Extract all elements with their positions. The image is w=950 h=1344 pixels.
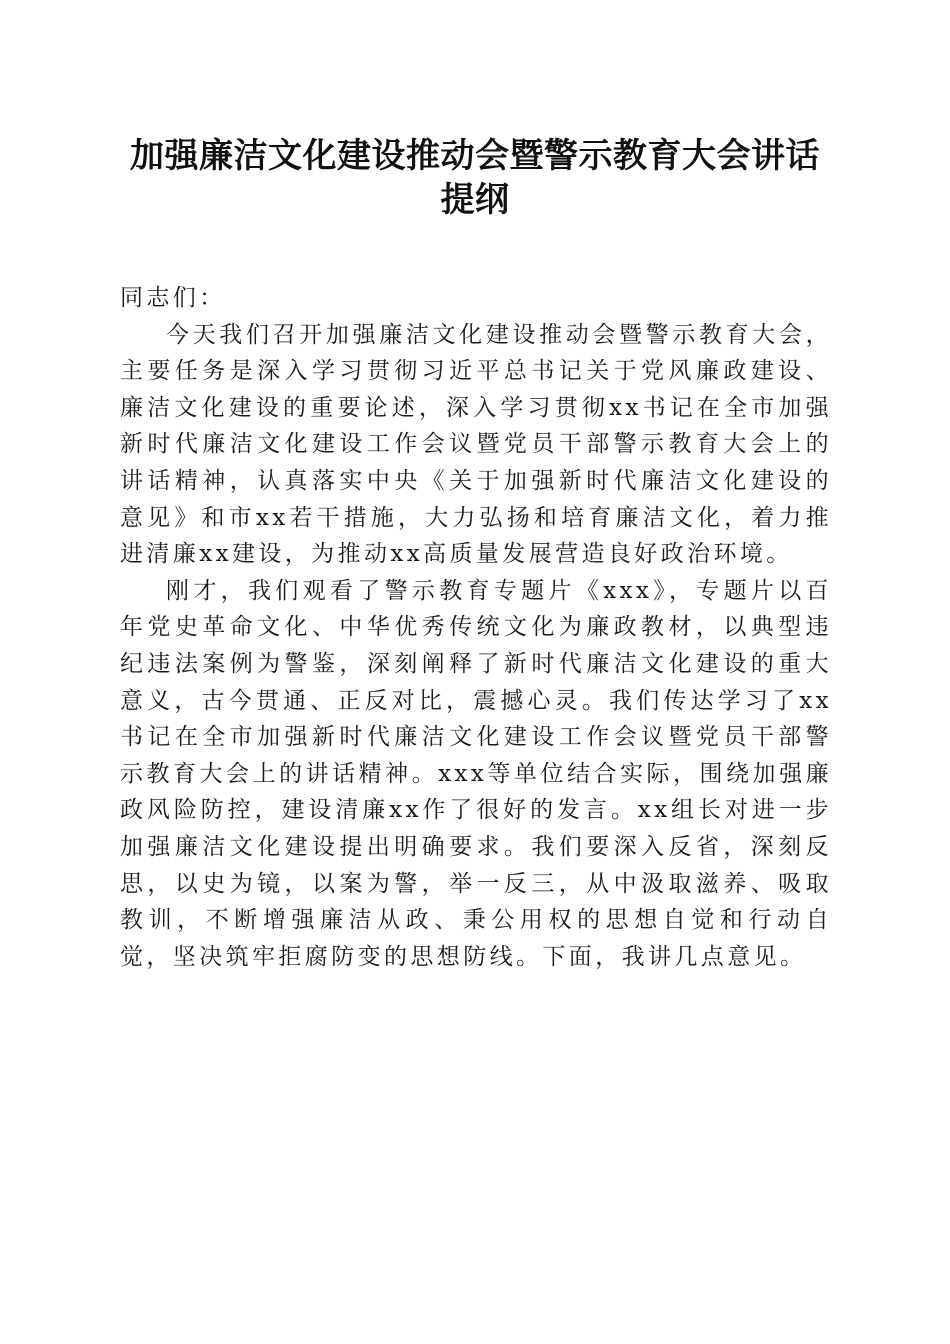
paragraph-opening: 今天我们召开加强廉洁文化建设推动会暨警示教育大会，主要任务是深入学习贯彻习近平总书记关于党风廉政建设、廉洁文化建设的重要论述，深入学习贯彻xx书记在全市加强新时代廉洁文化建设工作会议暨党员干部警示教育大会上的讲话精神，认真落实中央《关于加强新时代廉洁文化建设的意见》和市xx若干措施，大力弘扬和培育廉洁文化，着力推进清廉xx建设，为推动xx高质量发展营造良好政治环境。 (120, 321, 832, 568)
document-title-line-2: 提纲 (440, 180, 510, 220)
document-title (110, 134, 840, 222)
document-body (120, 280, 832, 975)
salutation: 同志们： (120, 285, 226, 311)
document-title-line-1: 加强廉洁文化建设推动会暨警示教育大会讲话 (130, 136, 820, 176)
paragraph-review: 刚才，我们观看了警示教育专题片《xxx》，专题片以百年党史革命文化、中华优秀传统文化为廉政教材，以典型违纪违法案例为警鉴，深刻阐释了新时代廉洁文化建设的重大意义，古今贯通、正反对比，震撼心灵。我们传达学习了xx书记在全市加强新时代廉洁文化建设工作会议暨党员干部警示教育大会上的讲话精神。xxx等单位结合实际，围绕加强廉政风险防控，建设清廉xx作了很好的发言。xx组长对进一步加强廉洁文化建设提出明确要求。我们要深入反省，深刻反思，以史为镜，以案为警，举一反三，从中汲取滋养、吸取教训，不断增强廉洁从政、秉公用权的思想自觉和行动自觉，坚决筑牢拒腐防变的思想防线。下面，我讲几点意见。 (120, 577, 832, 970)
